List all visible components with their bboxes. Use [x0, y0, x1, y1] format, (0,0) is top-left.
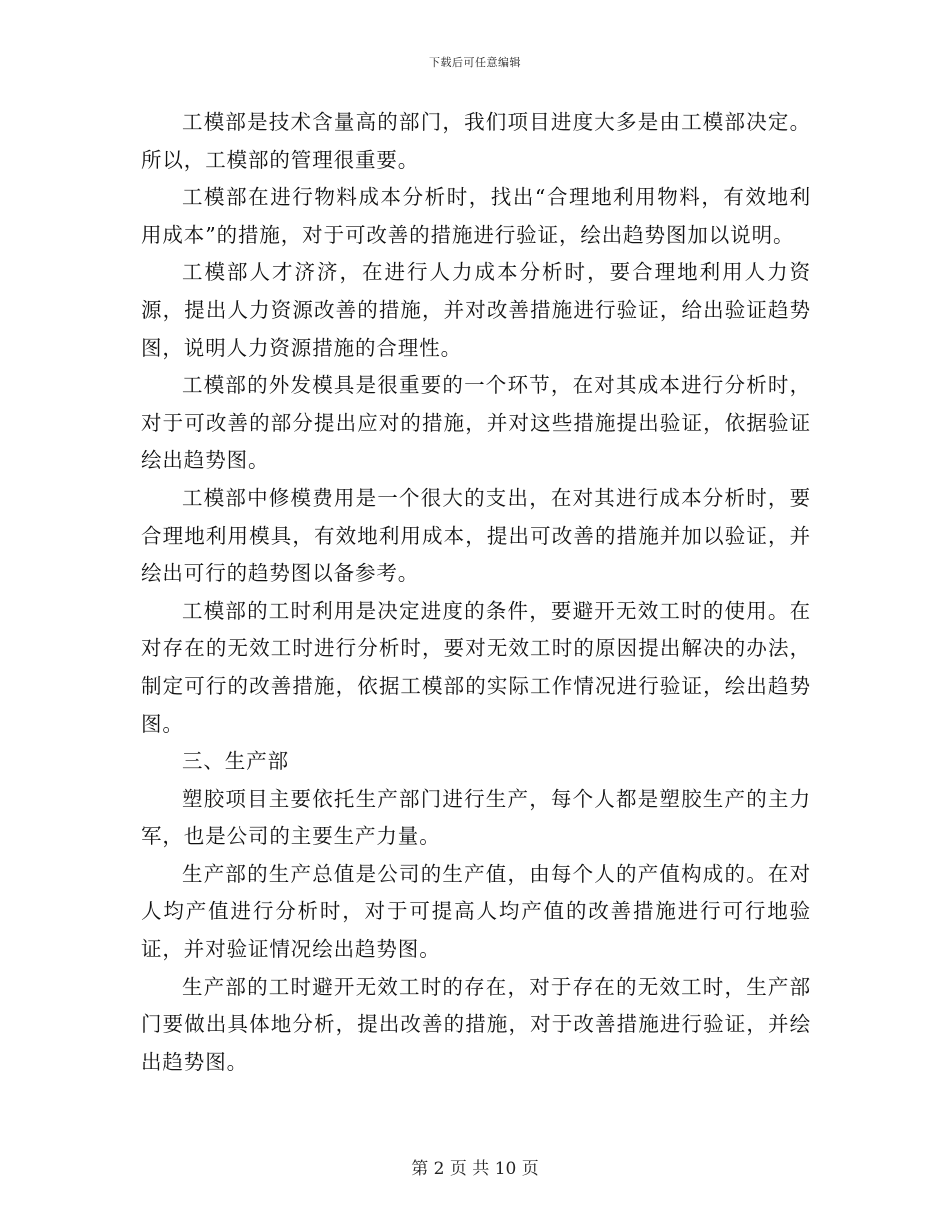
- paragraph-7: 塑胶项目主要依托生产部门进行生产，每个人都是塑胶生产的主力军，也是公司的主要生产力量。: [141, 786, 811, 849]
- paragraph-2: 工模部在进行物料成本分析时，找出“合理地利用物料，有效地利用成本”的措施，对于可改善的措施进行验证，绘出趋势图加以说明。: [141, 185, 811, 247]
- paragraph-8: 生产部的生产总值是公司的生产值，由每个人的产值构成的。在对人均产值进行分析时，对于可提高人均产值的改善措施进行可行地验证，并对验证情况绘出趋势图。: [141, 861, 811, 962]
- section-heading: 三、生产部: [182, 749, 289, 774]
- paragraph-1: 工模部是技术含量高的部门，我们项目进度大多是由工模部决定。所以，工模部的管理很重要。: [141, 110, 811, 172]
- document-body: [141, 104, 811, 1081]
- page-header: 下载后可任意编辑: [429, 56, 521, 69]
- paragraph-9: 生产部的工时避开无效工时的存在，对于存在的无效工时，生产部门要做出具体地分析，提出改善的措施，对于改善措施进行验证，并绘出趋势图。: [141, 974, 811, 1074]
- page-number: 第 2 页 共 10 页: [411, 1159, 539, 1179]
- paragraph-3: 工模部人才济济，在进行人力成本分析时，要合理地利用人力资源，提出人力资源改善的措施，并对改善措施进行验证，给出验证趋势图，说明人力资源措施的合理性。: [141, 260, 811, 360]
- page-footer: [0, 1154, 950, 1179]
- paragraph-4: 工模部的外发模具是很重要的一个环节，在对其成本进行分析时，对于可改善的部分提出应对的措施，并对这些措施提出验证，依据验证绘出趋势图。: [141, 373, 811, 473]
- paragraph-6: 工模部的工时利用是决定进度的条件，要避开无效工时的使用。在对存在的无效工时进行分析时，要对无效工时的原因提出解决的办法，制定可行的改善措施，依据工模部的实际工作情况进行验证，绘出趋势图。: [141, 598, 811, 736]
- paragraph-5: 工模部中修模费用是一个很大的支出，在对其进行成本分析时，要合理地利用模具，有效地利用成本，提出可改善的措施并加以验证，并绘出可行的趋势图以备参考。: [141, 485, 811, 586]
